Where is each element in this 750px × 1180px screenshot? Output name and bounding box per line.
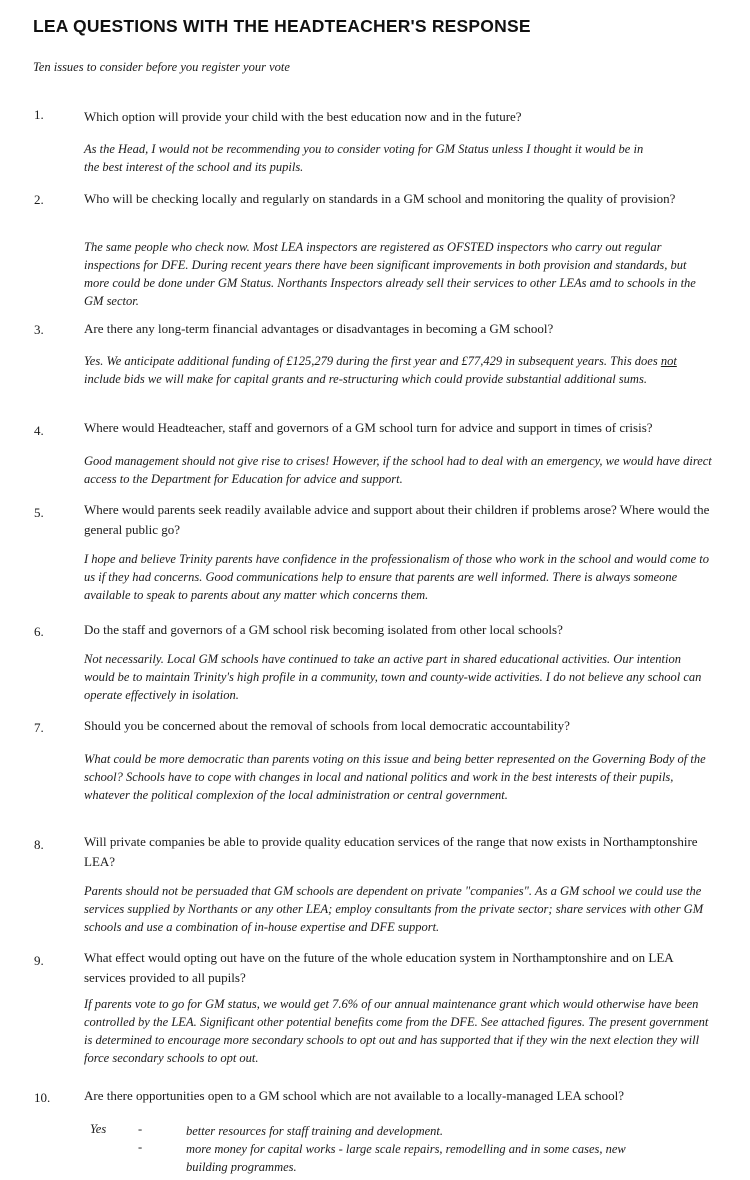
bullet-item: better resources for staff training and development. [186,1124,444,1138]
answer-text: As the Head, I would not be recommending you to consider voting for GM Status unless I thought it would be in the best interest of the school and its pupils. [84,142,644,174]
question-text: Where would parents seek readily available advice and support about their children if problems arose? Where would the general public go? [84,502,710,537]
answer-text: Yes. We anticipate additional funding of £125,279 during the first year and £77,429 in subsequent years. This does not include bids we will make for capital grants and re-structuring which could provide substantial additional sums. [84,354,677,386]
bullet-dash: - [138,1140,143,1154]
question-number: 2. [34,192,44,207]
underlined-word: not [660,354,677,368]
question-text: Should you be concerned about the removal of schools from local democratic accountability? [84,718,570,733]
answer-text: I hope and believe Trinity parents have confidence in the professionalism of those who work in the school and would come to us if they had concerns. Good communications help to ensure that parents are well informed. There is always someone available to speak to parents about any matter which concerns them. [84,552,710,602]
question-text: Are there any long-term financial advantages or disadvantages in becoming a GM school? [84,321,554,336]
bullet-item: more money for capital works - large scale repairs, remodelling and in some cases, new building programmes. [186,1142,626,1174]
answer-text: Parents should not be persuaded that GM schools are dependent on private "companies". As a GM school we could use the services supplied by Northants or any other LEA; employ consultants from the private sector; share services with other GM schools and use a combination of in-house expertise and DFE support. [84,884,704,934]
question-number: 7. [34,720,44,735]
question-number: 4. [34,423,44,438]
yes-label: Yes [90,1122,107,1136]
question-number: 5. [34,505,44,520]
bullet-dash: - [138,1122,143,1136]
page-subtitle: Ten issues to consider before you register your vote [33,60,290,74]
question-text: Which option will provide your child with the best education now and in the future? [84,109,522,124]
question-number: 1. [34,107,44,122]
question-number: 6. [34,624,44,639]
question-number: 10. [34,1090,51,1105]
question-text: Will private companies be able to provide quality education services of the range that now exists in Northamptonshire LEA? [84,834,698,869]
answer-text: What could be more democratic than parents voting on this issue and being better represented on the Governing Body of the school? Schools have to cope with changes in local and national politics and work in the best interests of their pupils, whatever the political complexion of the local administration or central government. [84,752,706,802]
question-text: Are there opportunities open to a GM school which are not available to a locally-managed LEA school? [84,1088,625,1103]
page-title: LEA QUESTIONS WITH THE HEADTEACHER'S RESPONSE [33,16,531,36]
question-number: 9. [34,953,44,968]
answer-text: Not necessarily. Local GM schools have continued to take an active part in shared educational activities. Our intention would be to maintain Trinity's high profile in a community, town and county-wide activities. I do not believe any school can operate effectively in isolation. [84,652,702,702]
question-text: Do the staff and governors of a GM school risk becoming isolated from other local schools? [84,622,563,637]
question-text: Who will be checking locally and regularly on standards in a GM school and monitoring the quality of provision? [84,191,676,206]
question-number: 8. [34,837,44,852]
answer-text: The same people who check now. Most LEA inspectors are registered as OFSTED inspectors who carry out regular inspections for DFE. During recent years there have been significant improvements in both provision and standards, but more could be done under GM Status. Northants Inspectors already sell their services to other LEAs amd to schools in the GM sector. [84,240,696,308]
question-text: Where would Headteacher, staff and governors of a GM school turn for advice and support in times of crisis? [84,420,653,435]
question-number: 3. [34,322,44,337]
question-text: What effect would opting out have on the future of the whole education system in Northamptonshire and on LEA services provided to all pupils? [84,950,673,985]
answer-text: Good management should not give rise to crises! However, if the school had to deal with an emergency, we would have direct access to the Department for Education for advice and support. [84,454,712,486]
answer-text: If parents vote to go for GM status, we would get 7.6% of our annual maintenance grant which would otherwise have been controlled by the LEA. Significant other potential benefits come from the DFE. See attached figures. The present government is determined to encourage more secondary schools to opt out and has supported that if they win the next election they will force secondary schools to opt out. [84,997,709,1065]
